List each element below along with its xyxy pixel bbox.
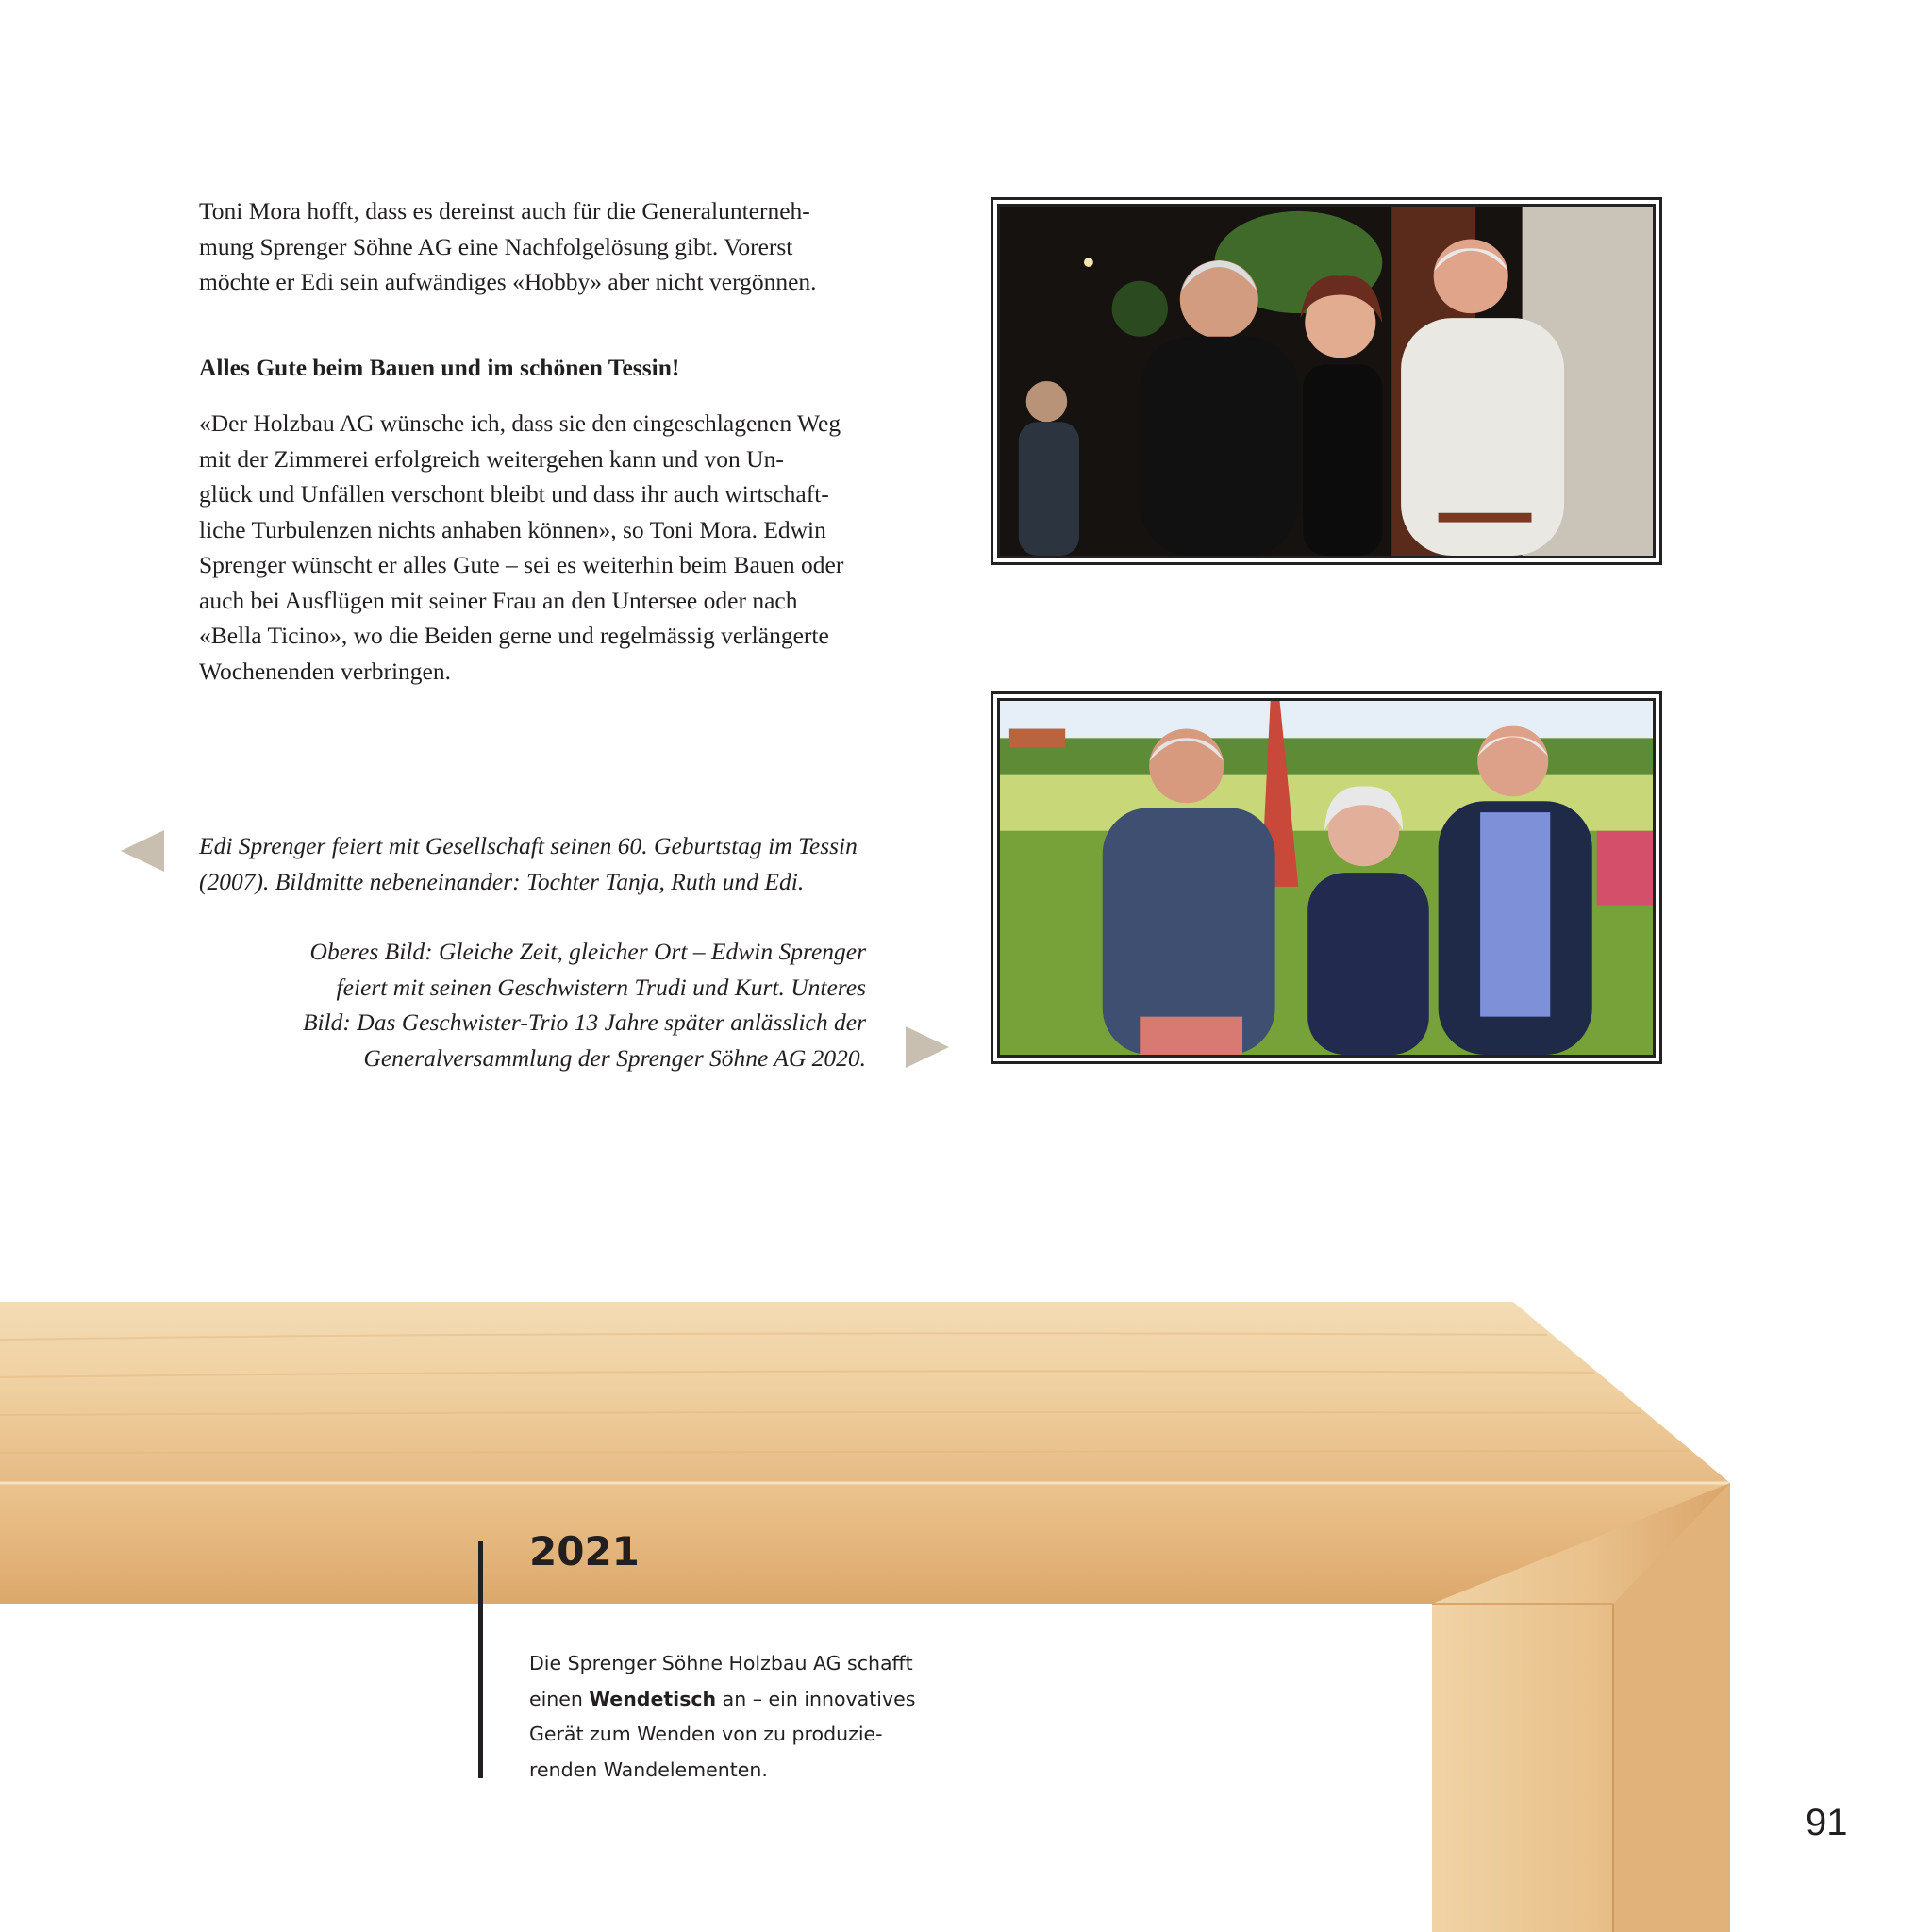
photo-caption-left [199, 828, 878, 899]
wendetisch-table-image [0, 1292, 1932, 1932]
intro-line: möchte er Edi sein aufwändiges «Hobby» aber nicht vergönnen. [199, 268, 817, 295]
caption-line: Edi Sprenger feiert mit Gesellschaft seinen 60. Geburtstag im Tessin [199, 832, 858, 859]
photo-birthday-party-image [997, 204, 1656, 558]
caption-arrow-left-icon [121, 830, 164, 872]
timeline-year: 2021 [529, 1528, 640, 1574]
quote-line: glück und Unfällen verschont bleibt und dass ihr auch wirtschaft- [199, 480, 829, 508]
timeline-note-text: Die Sprenger Söhne Holzbau AG schafft einen [529, 1652, 913, 1710]
quote-line: mit der Zimmerei erfolgreich weitergehen kann und von Un- [199, 444, 784, 473]
party-scene-illustration [1000, 207, 1653, 556]
page-number: 91 [1806, 1802, 1848, 1843]
siblings-scene-illustration [1000, 701, 1653, 1055]
timeline-note-bold: Wendetisch [589, 1687, 717, 1710]
section-heading: Alles Gute beim Bauen und im schönen Tessin! [199, 354, 680, 381]
photo-birthday-party [991, 197, 1662, 565]
caption-line: Generalversammlung der Sprenger Söhne AG 2020. [363, 1043, 866, 1072]
intro-paragraph [199, 193, 878, 300]
timeline-bar [478, 1541, 483, 1778]
quote-line: Sprenger wünscht er alles Gute – sei es weiterhin beim Bauen oder [199, 551, 844, 578]
caption-line: feiert mit seinen Geschwistern Trudi und Kurt. Unteres [336, 973, 866, 1001]
caption-line: Oberes Bild: Gleiche Zeit, gleicher Ort – Edwin Sprenger [309, 938, 866, 965]
caption-arrow-right-icon [906, 1026, 949, 1068]
caption-line: Bild: Das Geschwister-Trio 13 Jahre später anlässlich der [302, 1008, 866, 1036]
photo-siblings-trio-image [997, 698, 1656, 1058]
quote-paragraph [199, 406, 878, 689]
quote-line: «Bella Ticino», wo die Beiden gerne und regelmässig verlängerte [199, 622, 829, 649]
quote-line: «Der Holzbau AG wünsche ich, dass sie den eingeschlagenen Weg [199, 409, 841, 437]
timeline-note-text: an – ein innovatives Gerät zum Wenden von zu produzie-renden Wandelementen. [529, 1687, 916, 1781]
caption-line: (2007). Bildmitte nebeneinander: Tochter Tanja, Ruth und Edi. [199, 867, 805, 895]
quote-line: Wochenenden verbringen. [199, 657, 452, 685]
timeline-note [529, 1646, 935, 1788]
intro-line: Toni Mora hofft, dass es dereinst auch für die Generalunterneh- [199, 197, 810, 225]
photo-siblings-trio [991, 691, 1662, 1064]
quote-line: liche Turbulenzen nichts anhaben können», so Toni Mora. Edwin [199, 515, 826, 543]
intro-line: mung Sprenger Söhne AG eine Nachfolgelösung gibt. Vorerst [199, 232, 793, 260]
photo-caption-right [283, 934, 866, 1075]
quote-line: auch bei Ausflügen mit seiner Frau an den Untersee oder nach [199, 586, 798, 614]
